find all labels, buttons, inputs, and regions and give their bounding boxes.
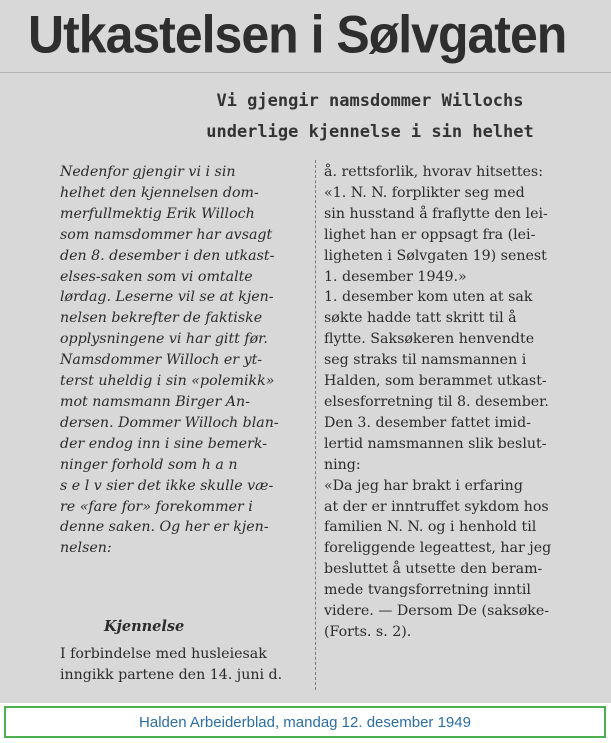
body-line: lighet han er oppsagt fra (lei-	[324, 226, 536, 243]
body-line: I forbindelse med husleiesak	[60, 646, 267, 662]
body-line: mede tvangsforretning inntil	[324, 582, 531, 599]
subheadline-line: underlige kjennelse i sin helhet	[206, 122, 534, 142]
intro-line: lørdag. Leserne vil se at kjen-	[60, 289, 274, 306]
intro-line: terst uheldig i sin «polemikk»	[60, 373, 275, 390]
intro-line: elses-saken som vi omtalte	[60, 268, 253, 285]
body-line: familien N. N. og i henhold til	[324, 519, 537, 536]
intro-line: som namsdommer har avsagt	[60, 226, 273, 243]
body-line: «Da jeg har brakt i erfaring	[324, 477, 523, 494]
body-line: elsesforretning til 8. desember.	[324, 393, 549, 410]
body-line: «1. N. N. forplikter seg med	[324, 184, 525, 201]
intro-line: nelsen:	[60, 540, 112, 557]
body-line: 1. desember 1949.»	[324, 268, 467, 285]
body-line: (Forts. s. 2).	[324, 623, 412, 640]
intro-line: Nedenfor gjengir vi i sin	[60, 164, 236, 180]
headline: Utkastelsen i Sølvgaten	[28, 5, 567, 64]
body-line: ning:	[324, 456, 361, 473]
body-line: å. rettsforlik, hvorav hitsettes:	[324, 164, 543, 180]
body-line: besluttet å utsette den beram-	[324, 561, 543, 578]
intro-line: nelsen bekrefter de faktiske	[60, 310, 263, 327]
body-line: Halden, som berammet utkast-	[324, 373, 547, 390]
subheadline	[150, 86, 590, 148]
body-line: lertid namsmannen slik beslut-	[324, 435, 547, 452]
intro-line: re «fare for» forekommer i	[60, 498, 253, 515]
body-line: Den 3. desember fattet imid-	[324, 414, 531, 431]
intro-line: merfullmektig Erik Willoch	[60, 205, 255, 222]
headline-rule	[0, 72, 611, 73]
intro-line: der endog inn i sine bemerk-	[60, 435, 268, 452]
subheadline-line: Vi gjengir namsdommer Willochs	[216, 91, 524, 111]
intro-line: dersen. Dommer Willoch blan-	[60, 414, 279, 431]
intro-line: helhet den kjennelsen dom-	[60, 184, 259, 201]
body-line: flytte. Saksøkeren henvendte	[324, 331, 535, 348]
body-line: søkte hadde tatt skritt til å	[324, 310, 517, 327]
intro-line: den 8. desember i den utkast-	[60, 247, 275, 264]
intro-line: opplysningene vi har gitt før.	[60, 331, 268, 348]
body-line: at der er inntruffet sykdom hos	[324, 498, 549, 515]
body-line: inngikk partene den 14. juni d.	[60, 666, 283, 683]
right-column	[324, 162, 609, 643]
column-divider	[315, 160, 317, 690]
section-heading: Kjennelse	[104, 618, 185, 635]
body-line: ligheten i Sølvgaten 19) senest	[324, 247, 547, 264]
intro-line: Namsdommer Willoch er yt-	[60, 352, 263, 369]
body-line: seg straks til namsmannen i	[324, 352, 527, 369]
body-line: 1. desember kom uten at sak	[324, 289, 533, 306]
body-line: videre. — Dersom De (saksøke-	[324, 603, 550, 620]
body-line: sin husstand å fraflytte den lei-	[324, 205, 548, 222]
left-body	[60, 644, 282, 686]
body-line: foreliggende legeattest, har jeg	[324, 540, 552, 557]
intro-line: ninger forhold som h a n	[60, 456, 238, 473]
intro-line: mot namsmann Birger An-	[60, 393, 250, 410]
intro-column	[60, 162, 310, 559]
intro-line: s e l v sier det ikke skulle væ-	[60, 477, 274, 494]
intro-line: denne saken. Og her er kjen-	[60, 519, 269, 536]
caption: Halden Arbeiderblad, mandag 12. desember 1949	[139, 713, 471, 731]
caption-box	[4, 706, 606, 738]
